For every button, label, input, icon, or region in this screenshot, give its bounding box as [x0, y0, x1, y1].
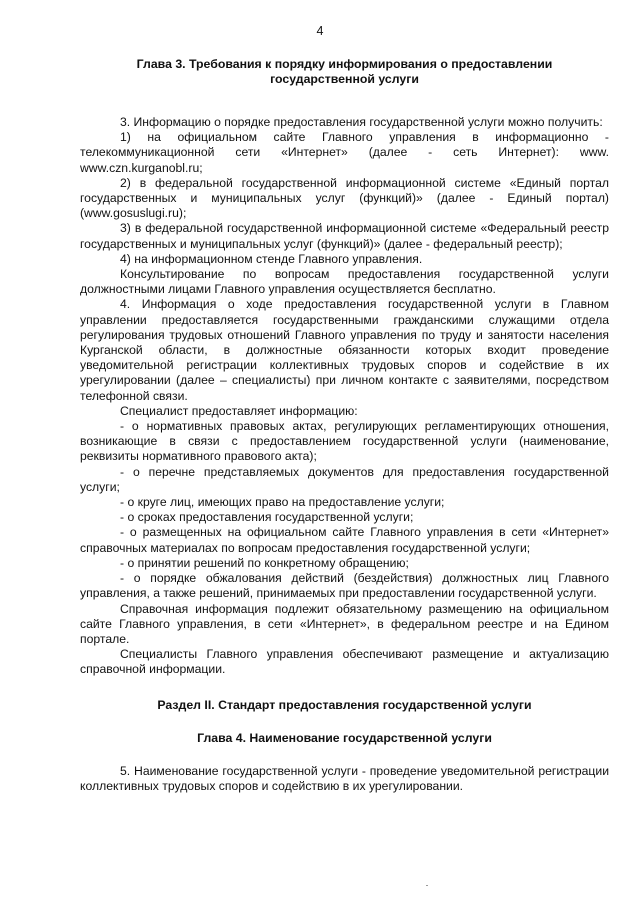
paragraph: - о сроках предоставления государственной услуги;	[120, 510, 414, 525]
paragraph: - о принятии решений по конкретному обращению;	[120, 555, 409, 570]
paragraph: - о круге лиц, имеющих право на предоставление услуги;	[120, 495, 445, 510]
page-number: 4	[316, 24, 324, 38]
scan-speck	[426, 885, 428, 886]
paragraph: 2) в федеральной государственной информационной системе «Единый портал государственных и муниципальных услуг (функций)» (далее - Единый портал) (www.gosuslugi.ru);	[80, 175, 609, 221]
paragraph: 4) на информационном стенде Главного управления.	[120, 251, 423, 266]
chapter-3-title: Глава 3. Требования к порядку информирования о предоставлении государственной услуги	[136, 57, 553, 86]
paragraph: Специалист предоставляет информацию:	[120, 403, 358, 418]
section-2-title: Раздел II. Стандарт предоставления государственной услуги	[157, 697, 532, 712]
paragraph: Консультирование по вопросам предоставления государственной услуги должностными лицами Главного управления осуществляется бесплатно.	[80, 267, 609, 297]
paragraph: Специалисты Главного управления обеспечивают размещение и актуализацию справочной информации.	[80, 647, 609, 677]
paragraph: Справочная информация подлежит обязательному размещению на официальном сайте Главного управления, в сети «Интернет», в федеральном реестре и на Едином портале.	[80, 601, 609, 646]
paragraph: - о размещенных на официальном сайте Главного управления в сети «Интернет» справочных материалах по вопросам предоставления государственной услуги;	[80, 525, 609, 555]
paragraph: 1) на официальном сайте Главного управления в информационно - телекоммуникационной сети «Интернет» (далее - сеть Интернет): www. www.czn.kurganobl.ru;	[80, 130, 609, 175]
page-content	[80, 57, 609, 794]
paragraph: 3) в федеральной государственной информационной системе «Федеральный реестр государственных и муниципальных услуг (функций)» (далее - федеральный реестр);	[80, 221, 609, 251]
paragraph: - о порядке обжалования действий (бездействия) должностных лиц Главного управления, а также решений, принимаемых при предоставлении государственной услуги.	[80, 571, 609, 601]
chapter-4-body	[80, 764, 609, 794]
chapter-4-title: Глава 4. Наименование государственной услуги	[197, 730, 492, 745]
paragraph: - о перечне представляемых документов для предоставления государственной услуги;	[80, 464, 609, 494]
paragraph: 3. Информацию о порядке предоставления государственной услуги можно получить:	[120, 115, 603, 129]
paragraph: 5. Наименование государственной услуги - проведение уведомительной регистрации коллективных трудовых споров и содействию в их урегулировании.	[80, 763, 609, 793]
chapter-3-body	[80, 115, 609, 678]
paragraph: 4. Информация о ходе предоставления государственной услуги в Главном управлении предоставляется государственными гражданскими служащими отдела регулирования трудовых отношений Главного управления по труду и занятости населения Курганской области, в должностные обязанности которых входит проведение уведомительной регистрации коллективных трудовых споров и содействие в их урегулировании (далее – специалисты) при личном контакте с заявителями, посредством телефонной связи.	[80, 297, 609, 403]
paragraph: - о нормативных правовых актах, регулирующих регламентирующих отношения, возникающие в связи с предоставлением государственной услуги (наименование, реквизиты нормативного правового акта);	[80, 419, 609, 464]
